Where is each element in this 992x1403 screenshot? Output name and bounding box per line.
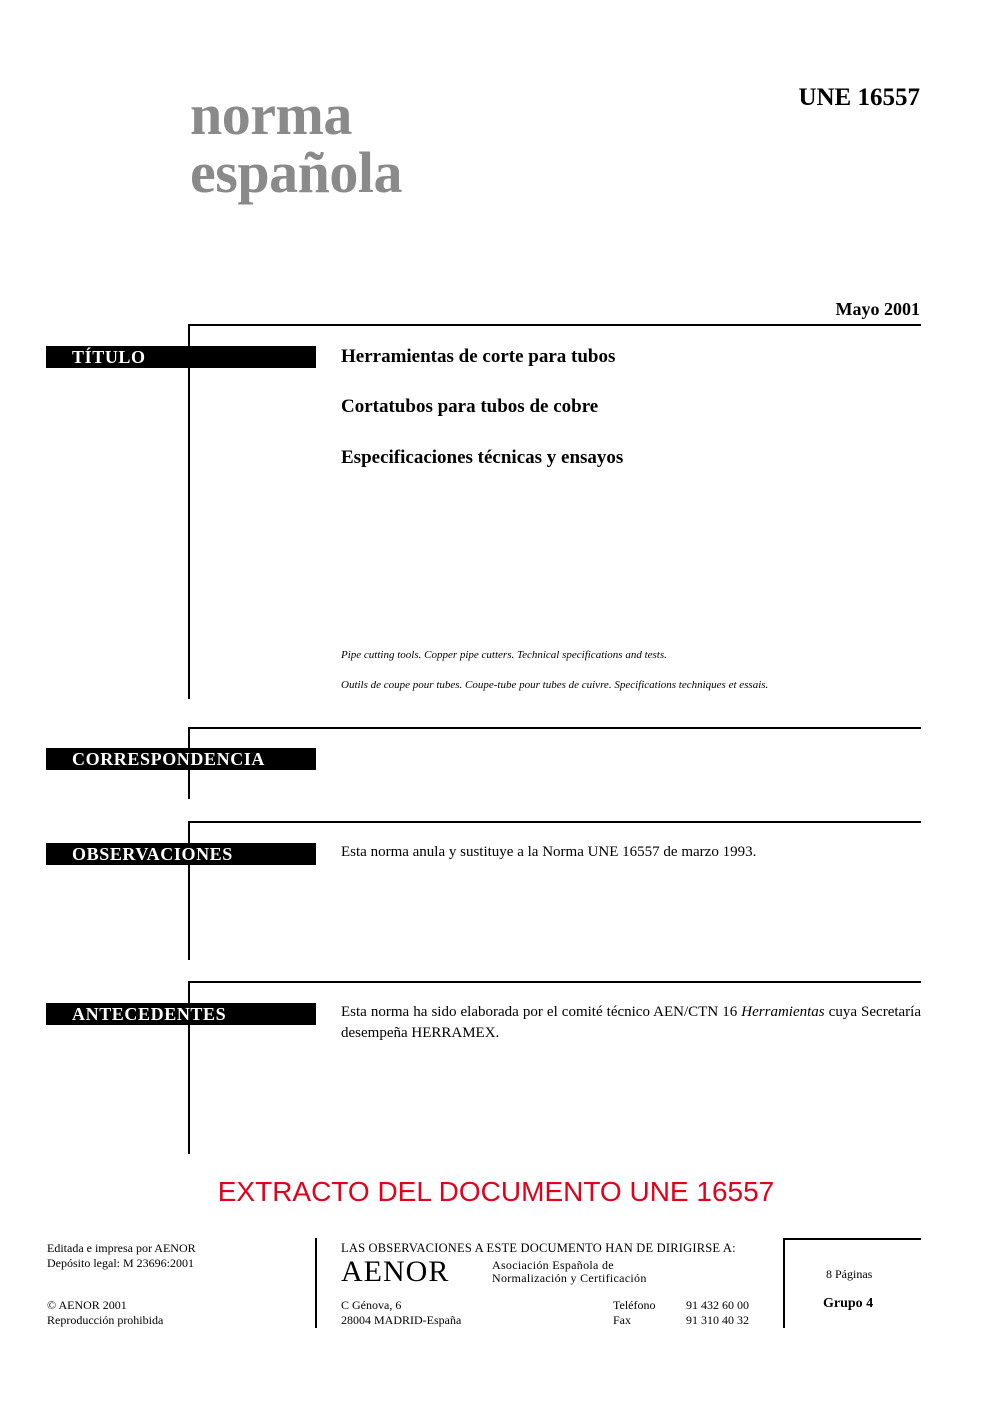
footer-address-city: 28004 MADRID-España [341,1313,462,1327]
antecedentes-text-start: Esta norma ha sido elaborada por el comité técnico AEN/CTN 16 [341,1004,742,1020]
association-line-1: Asociación Española de [492,1258,614,1272]
title-line-3: Especificaciones técnicas y ensayos [341,447,624,468]
antecedentes-text [341,1002,921,1044]
vertical-rule-observaciones [188,821,190,960]
footer-observations-heading: LAS OBSERVACIONES A ESTE DOCUMENTO HAN DE DIRIGIRSE A: [341,1241,736,1255]
title-translation-fr: Outils de coupe pour tubes. Coupe-tube pour tubes de cuivre. Specifications techniques et essais. [341,679,769,691]
antecedentes-text-end: cuya Secretaría desempeña HERRAMEX. [341,1004,921,1041]
footer-fax-label: Fax [613,1313,631,1327]
antecedentes-committee-name: Herramientas [741,1004,825,1020]
footer-phone-value: 91 432 60 00 [686,1298,749,1312]
label-titulo: TÍTULO [46,346,316,368]
footer-copyright: © AENOR 2001 [47,1298,127,1312]
label-antecedentes: ANTECEDENTES [46,1003,316,1025]
divider-correspondencia [188,727,921,729]
aenor-association [492,1259,647,1285]
extract-watermark: EXTRACTO DEL DOCUMENTO UNE 16557 [217,1176,775,1207]
publication-date: Mayo 2001 [835,299,920,319]
observaciones-text: Esta norma anula y sustituye a la Norma UNE 16557 de marzo 1993. [341,844,757,860]
standard-code: UNE 16557 [798,84,920,111]
divider-observaciones [188,821,921,823]
vertical-rule-titulo [188,324,190,699]
footer-edited: Editada e impresa por AENOR [47,1241,196,1255]
brand-espanola: española [190,140,402,205]
footer-address-street: C Génova, 6 [341,1298,402,1312]
title-line-1: Herramientas de corte para tubos [341,346,616,367]
brand-norma: norma [190,82,352,147]
footer-box-top [783,1238,921,1240]
footer-divider-left [315,1238,317,1328]
footer-phone-label: Teléfono [613,1298,656,1312]
association-line-2: Normalización y Certificación [492,1271,647,1285]
footer-group: Grupo 4 [823,1296,874,1311]
aenor-logo: AENOR [341,1255,450,1288]
divider-antecedentes [188,981,921,983]
divider-titulo [188,324,921,326]
footer-reproduction: Reproducción prohibida [47,1313,164,1327]
title-line-2: Cortatubos para tubos de cobre [341,396,599,417]
footer-divider-right [783,1238,785,1328]
footer-deposit: Depósito legal: M 23696:2001 [47,1256,194,1270]
footer-fax-value: 91 310 40 32 [686,1313,749,1327]
footer-pages: 8 Páginas [826,1267,873,1281]
title-translation-en: Pipe cutting tools. Copper pipe cutters. Technical specifications and tests. [341,649,667,661]
label-correspondencia: CORRESPONDENCIA [46,748,316,770]
label-observaciones: OBSERVACIONES [46,843,316,865]
